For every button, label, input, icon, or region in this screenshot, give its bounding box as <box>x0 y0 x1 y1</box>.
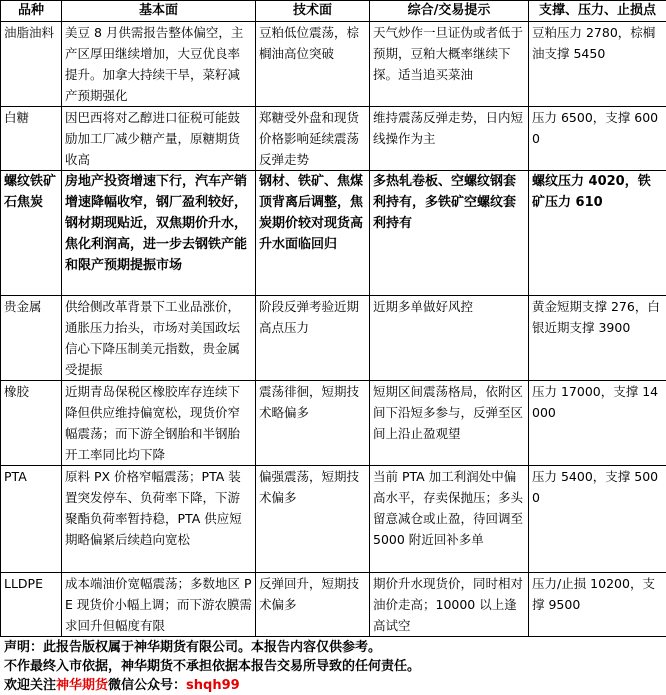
wechat-account: shqh99 <box>186 678 240 693</box>
variety-name: 白糖 <box>1 107 62 171</box>
advice-cell: 天气炒作一旦证伪或者低于预期，豆粕大概率继续下探。适当追买菜油 <box>370 22 529 107</box>
advice-cell: 当前 PTA 加工利润处中偏高水平，存卖保抛压；多头留意减仓或止盈，待回调至 5000 附近回补多单 <box>370 466 529 573</box>
levels-cell: 压力/止损 10200，支撑 9500 <box>529 573 666 637</box>
table-row <box>1 573 666 637</box>
advice-cell: 期价升水现货价，同时相对油价走高；10000 以上逢高试空 <box>370 573 529 637</box>
follow-prefix: 欢迎关注 <box>4 678 57 693</box>
technical-cell: 震荡徘徊，短期技术略偏多 <box>256 381 370 466</box>
table-header-row <box>1 1 666 22</box>
disclaimer-line-1: 声明：此报告版权属于神华期货有限公司。本报告内容仅供参考。 <box>4 640 382 655</box>
technical-cell: 钢材、铁矿、焦煤顶背离后调整，焦炭期价较对现货高升水面临回归 <box>256 171 370 296</box>
table-row <box>1 22 666 107</box>
brand-name: 神华期货 <box>56 678 109 693</box>
variety-name: LLDPE <box>1 573 62 637</box>
advice-cell: 多热轧卷板、空螺纹钢套利持有，多铁矿空螺纹套利持有 <box>370 171 529 296</box>
disclaimer-footer <box>4 638 664 695</box>
fundamental-cell: 近期青岛保税区橡胶库存连续下降但供应维持偏宽松，现货价窄幅震荡；而下游全钢胎和半钢胎开工率同比均下降 <box>62 381 256 466</box>
fundamental-cell: 供给侧改革背景下工业品涨价，通胀压力抬头，市场对美国政坛信心下降压制美元指数，贵金属受提振 <box>62 296 256 381</box>
wechat-follow-line <box>4 676 664 695</box>
levels-cell: 黄金短期支撑 276，白银近期支撑 3900 <box>529 296 666 381</box>
fundamental-cell: 美豆 8 月供需报告整体偏空，主产区厚田继续增加，大豆优良率提升。加拿大持续干旱，菜籽减产预期强化 <box>62 22 256 107</box>
levels-cell: 压力 17000，支撑 14000 <box>529 381 666 466</box>
table-row <box>1 296 666 381</box>
fundamental-cell: 因巴西将对乙醇进口征税可能鼓励加工厂减少糖产量，原糖期货收高 <box>62 107 256 171</box>
levels-cell: 豆粕压力 2780，棕榈油支撑 5450 <box>529 22 666 107</box>
variety-name: 油脂油料 <box>1 22 62 107</box>
fundamental-cell: 原料 PX 价格窄幅震荡；PTA 装置突发停车、负荷率下降，下游聚酯负荷率暂持稳，PTA 供应短期略偏紧后续趋向宽松 <box>62 466 256 573</box>
fundamental-cell: 成本端油价宽幅震荡；多数地区 PE 现货价小幅上调；而下游农膜需求回升但幅度有限 <box>62 573 256 637</box>
table-row <box>1 466 666 573</box>
advice-cell: 近期多单做好风控 <box>370 296 529 381</box>
table-row <box>1 107 666 171</box>
follow-middle: 微信公众号： <box>108 678 187 693</box>
variety-name: 橡胶 <box>1 381 62 466</box>
variety-name: PTA <box>1 466 62 573</box>
table-row <box>1 171 666 296</box>
technical-cell: 偏强震荡，短期技术偏多 <box>256 466 370 573</box>
disclaimer-line-2: 不作最终入市依据，神华期货不承担依据本报告交易所导致的任何责任。 <box>4 659 421 674</box>
table-row <box>1 381 666 466</box>
technical-cell: 反弹回升，短期技术偏多 <box>256 573 370 637</box>
header-levels: 支撑、压力、止损点 <box>529 1 666 22</box>
technical-cell: 郑糖受外盘和现货价格影响延续震荡反弹走势 <box>256 107 370 171</box>
technical-cell: 阶段反弹考验近期高点压力 <box>256 296 370 381</box>
variety-name: 贵金属 <box>1 296 62 381</box>
header-fundamentals: 基本面 <box>62 1 256 22</box>
fundamental-cell: 房地产投资增速下行，汽车产销增速降幅收窄，钢厂盈利较好，钢材期现贴近，双焦期价升水，焦化利润高，进一步去钢铁产能和限产预期提振市场 <box>62 171 256 296</box>
variety-name: 螺纹铁矿石焦炭 <box>1 171 62 296</box>
advice-cell: 维持震荡反弹走势，日内短线操作为主 <box>370 107 529 171</box>
technical-cell: 豆粕低位震荡，棕榈油高位突破 <box>256 22 370 107</box>
levels-cell: 压力 6500，支撑 6000 <box>529 107 666 171</box>
levels-cell: 压力 5400，支撑 5000 <box>529 466 666 573</box>
header-variety: 品种 <box>1 1 62 22</box>
levels-cell: 螺纹压力 4020，铁矿压力 610 <box>529 171 666 296</box>
advice-cell: 短期区间震荡格局，依附区间下沿短多参与，反弹至区间上沿止盈观望 <box>370 381 529 466</box>
header-trading-advice: 综合/交易提示 <box>370 1 529 22</box>
header-technicals: 技术面 <box>256 1 370 22</box>
